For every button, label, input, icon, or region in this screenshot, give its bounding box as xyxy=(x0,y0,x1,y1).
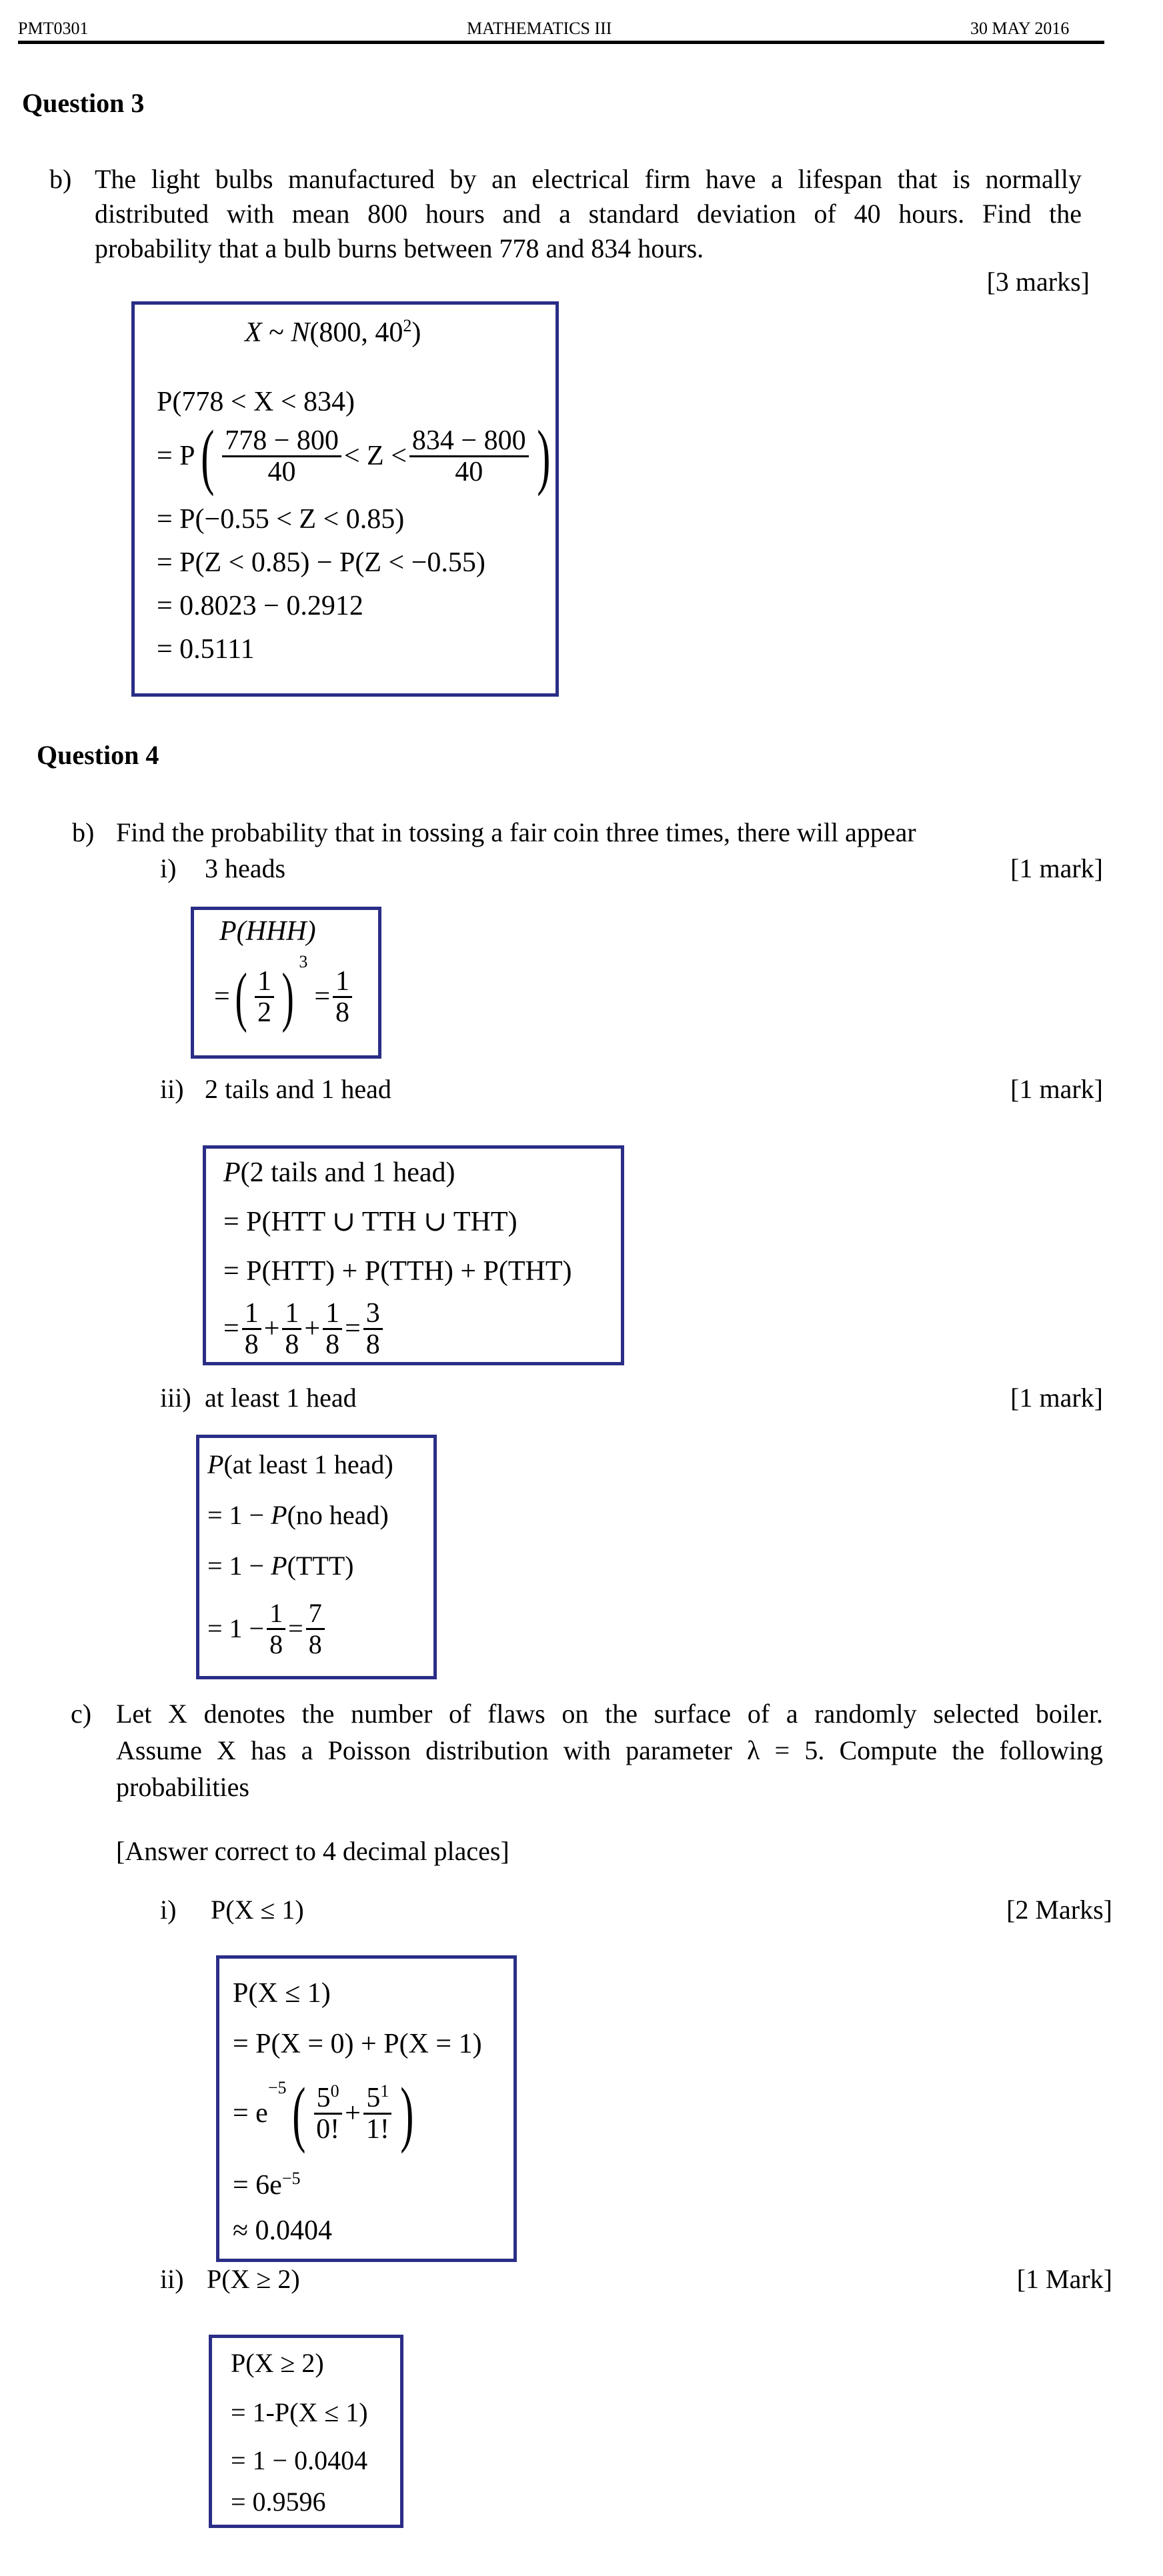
fraction-result xyxy=(363,1299,383,1359)
event: (no head) xyxy=(287,1500,389,1530)
fraction-numerator: 1 xyxy=(242,1299,261,1330)
exponent: −5 xyxy=(281,2169,301,2188)
dist-close: ) xyxy=(411,317,421,348)
fraction-denominator: 40 xyxy=(267,456,296,487)
header-rule xyxy=(18,41,1104,44)
q3-sol-distribution xyxy=(245,317,421,349)
fraction-denominator: 8 xyxy=(285,1329,299,1360)
prob-p: P xyxy=(271,1500,287,1530)
fraction-denominator: 1! xyxy=(365,2113,389,2145)
q4-c-i-marks: [2 Marks] xyxy=(1006,1895,1112,1925)
q4-b-iii-sol-line-3 xyxy=(207,1550,354,1582)
event: (TTT) xyxy=(287,1551,354,1581)
fraction-numerator: 3 xyxy=(363,1299,383,1330)
fraction-denominator: 0! xyxy=(316,2113,340,2145)
fraction-denominator: 40 xyxy=(455,456,483,487)
q3-sol-line-5: = 0.8023 − 0.2912 xyxy=(157,591,363,621)
var-n: N xyxy=(291,317,310,348)
fraction xyxy=(267,1599,285,1659)
fraction-numerator xyxy=(363,2083,391,2115)
right-paren: ) xyxy=(281,959,294,1033)
q4-c-i-sol-line-3: = e −5 ( $\frac{5^0}{0!}$ + $\frac{5^1}{1!}$ ) xyxy=(233,2073,414,2154)
q4-b-ii-text: 2 tails and 1 head xyxy=(205,1074,391,1104)
fraction-result xyxy=(306,1599,325,1659)
dist-exponent: 2 xyxy=(403,316,412,335)
q4-b-iii-solution-box xyxy=(196,1435,437,1679)
equals: = xyxy=(288,1613,303,1643)
header-subject: MATHEMATICS III xyxy=(467,19,612,38)
q3-sol-line-2 xyxy=(157,415,555,497)
q4-c-ii-sol-line-3: = 1 − 0.0404 xyxy=(231,2445,368,2475)
operator: = xyxy=(345,1313,361,1344)
fraction-numerator: 1 xyxy=(267,1599,285,1630)
fraction-half xyxy=(255,967,274,1027)
q4-c-ii-sol-line-4: = 0.9596 xyxy=(231,2487,326,2517)
fraction-numerator xyxy=(314,2083,342,2115)
fraction-denominator: 8 xyxy=(325,1329,340,1360)
fraction xyxy=(363,2083,392,2144)
event: (at least 1 head) xyxy=(223,1449,393,1479)
q4-c-i-sol-line-4 xyxy=(233,2169,301,2201)
fraction-numerator: 7 xyxy=(306,1599,325,1630)
header-date: 30 MAY 2016 xyxy=(970,19,1070,38)
q4-c-i-sol-line-1: P(X ≤ 1) xyxy=(233,1978,331,2009)
fraction-upper xyxy=(409,426,529,487)
fraction-denominator: 8 xyxy=(308,1629,322,1659)
q3-marks: [3 marks] xyxy=(986,267,1090,297)
left-paren: ( xyxy=(200,415,214,497)
q4-b-i-marks: [1 mark] xyxy=(1010,853,1103,883)
q4-part-c-label: c) xyxy=(71,1699,92,1729)
q4-c-text-line-2: Assume X has a Poisson distribution with parameter λ = 5. Compute the following xyxy=(116,1735,1103,1765)
fraction-denominator: 2 xyxy=(257,997,271,1028)
q4-c-ii-label: ii) xyxy=(160,2264,184,2294)
q4-b-ii-sol-line-2: = P(HTT ∪ TTH ∪ THT) xyxy=(223,1207,517,1237)
fraction-denominator: 8 xyxy=(269,1629,283,1659)
base: 5 xyxy=(316,2082,331,2113)
fraction-numerator: 1 xyxy=(333,967,352,998)
dist-args: (800, 40 xyxy=(309,317,403,348)
fraction-result xyxy=(333,967,352,1027)
fraction-numerator: 834 − 800 xyxy=(409,426,529,457)
q4-c-text-line-3: probabilities xyxy=(116,1772,249,1802)
q3-text-line-2: distributed with mean 800 hours and a standard deviation of 40 hours. Find the xyxy=(95,199,1082,229)
q4-b-ii-sol-line-3: = P(HTT) + P(TTH) + P(THT) xyxy=(223,1256,572,1287)
q3-sol-line-4: = P(Z < 0.85) − P(Z < −0.55) xyxy=(157,547,485,578)
q3-sol-line-3: = P(−0.55 < Z < 0.85) xyxy=(157,504,405,535)
tilde: ~ xyxy=(261,317,291,348)
exponent: 1 xyxy=(380,2081,389,2101)
q4-b-iii-sol-line-4 xyxy=(207,1597,327,1661)
operator: + xyxy=(345,2098,361,2129)
q4-b-i-sol-line-2: = ( $\frac{1}{2}$ ) 3 = $\frac{1}{8}$ xyxy=(214,957,355,1037)
fraction-numerator: 1 xyxy=(255,967,274,998)
q4-c-ii-sol-line-1: P(X ≥ 2) xyxy=(231,2348,324,2378)
q4-b-ii-solution-box xyxy=(203,1145,624,1365)
q4-b-iii-marks: [1 mark] xyxy=(1010,1383,1103,1413)
question-4-title: Question 4 xyxy=(37,740,159,770)
fraction-lower xyxy=(222,426,341,487)
q4-b-ii-marks: [1 mark] xyxy=(1010,1074,1103,1104)
left-paren: ( xyxy=(235,959,247,1033)
base: 5 xyxy=(366,2082,381,2113)
e-term: = e xyxy=(233,2098,268,2129)
q3-solution-box xyxy=(131,301,559,697)
q4-c-text-line-1: Let X denotes the number of flaws on the surface of a randomly selected boiler. xyxy=(116,1699,1103,1729)
left-paren: ( xyxy=(291,2073,305,2154)
six-e: = 6e xyxy=(233,2170,282,2201)
fraction-numerator: 778 − 800 xyxy=(222,426,341,457)
q4-b-ii-label: ii) xyxy=(160,1074,184,1104)
equals: = xyxy=(314,981,330,1012)
event: (2 tails and 1 head) xyxy=(240,1157,455,1188)
q4-part-b-text: Find the probability that in tossing a fair coin three times, there will appear xyxy=(116,817,916,847)
q4-b-i-sol-line-1: P(HHH) xyxy=(219,916,316,947)
q4-b-ii-sol-line-1 xyxy=(223,1157,455,1189)
q3-sol-line-1: P(778 < X < 834) xyxy=(157,387,355,417)
one-minus: = 1 − xyxy=(207,1500,271,1530)
right-paren: ) xyxy=(536,415,550,497)
fraction-denominator: 8 xyxy=(335,997,349,1028)
fraction-denominator: 8 xyxy=(244,1329,259,1360)
operator: + xyxy=(263,1313,280,1344)
q4-c-ii-solution-box xyxy=(209,2335,403,2528)
q4-c-i-text: P(X ≤ 1) xyxy=(211,1895,304,1925)
q4-b-iii-label: iii) xyxy=(160,1383,191,1413)
one-minus: = 1 − xyxy=(207,1613,265,1643)
q4-b-iii-text: at least 1 head xyxy=(205,1383,357,1413)
q3-sol-line-6: = 0.5111 xyxy=(157,634,255,665)
fraction xyxy=(323,1299,342,1359)
exponent: 0 xyxy=(330,2081,339,2101)
q4-b-iii-sol-line-2 xyxy=(207,1499,389,1531)
one-minus: = 1 − xyxy=(207,1551,271,1581)
var-x: X xyxy=(245,317,262,348)
q3-part-b-label: b) xyxy=(49,164,72,194)
fraction-numerator: 1 xyxy=(282,1299,301,1330)
q3-text-line-1: The light bulbs manufactured by an electrical firm have a lifespan that is normally xyxy=(95,164,1082,194)
q4-b-ii-sol-line-4 xyxy=(223,1297,385,1361)
prob-p: P xyxy=(271,1551,287,1581)
operator: + xyxy=(304,1313,321,1344)
inequality-z: < Z < xyxy=(343,441,407,471)
equals: = xyxy=(214,981,230,1012)
q4-c-ii-text: P(X ≥ 2) xyxy=(207,2264,300,2294)
q4-b-iii-sol-line-1 xyxy=(207,1449,393,1481)
q4-b-i-label: i) xyxy=(160,853,177,883)
fraction xyxy=(282,1299,301,1359)
q4-part-b-label: b) xyxy=(72,817,95,847)
eq-p: = P xyxy=(157,441,195,471)
q4-c-i-sol-line-2: = P(X = 0) + P(X = 1) xyxy=(233,2029,482,2059)
question-3-title: Question 3 xyxy=(22,88,145,118)
fraction-numerator: 1 xyxy=(323,1299,342,1330)
q4-c-i-sol-line-5: ≈ 0.0404 xyxy=(233,2215,333,2246)
q4-b-i-solution-box xyxy=(191,907,381,1059)
q4-c-ii-marks: [1 Mark] xyxy=(1016,2264,1112,2294)
fraction-denominator: 8 xyxy=(365,1329,380,1360)
fraction xyxy=(313,2083,342,2144)
q4-c-ii-sol-line-2: = 1-P(X ≤ 1) xyxy=(231,2397,368,2427)
prob-p: P xyxy=(223,1157,241,1188)
equals: = xyxy=(223,1313,239,1344)
q3-text-line-3: probability that a bulb burns between 778 and 834 hours. xyxy=(95,233,704,263)
q4-c-i-label: i) xyxy=(160,1895,177,1925)
q4-c-i-solution-box xyxy=(216,1955,517,2262)
fraction xyxy=(242,1299,261,1359)
prob-p: P xyxy=(207,1449,224,1479)
right-paren: ) xyxy=(400,2073,414,2154)
q4-c-note: [Answer correct to 4 decimal places] xyxy=(116,1836,509,1866)
q4-b-i-text: 3 heads xyxy=(205,853,286,883)
header-course-code: PMT0301 xyxy=(18,19,89,38)
